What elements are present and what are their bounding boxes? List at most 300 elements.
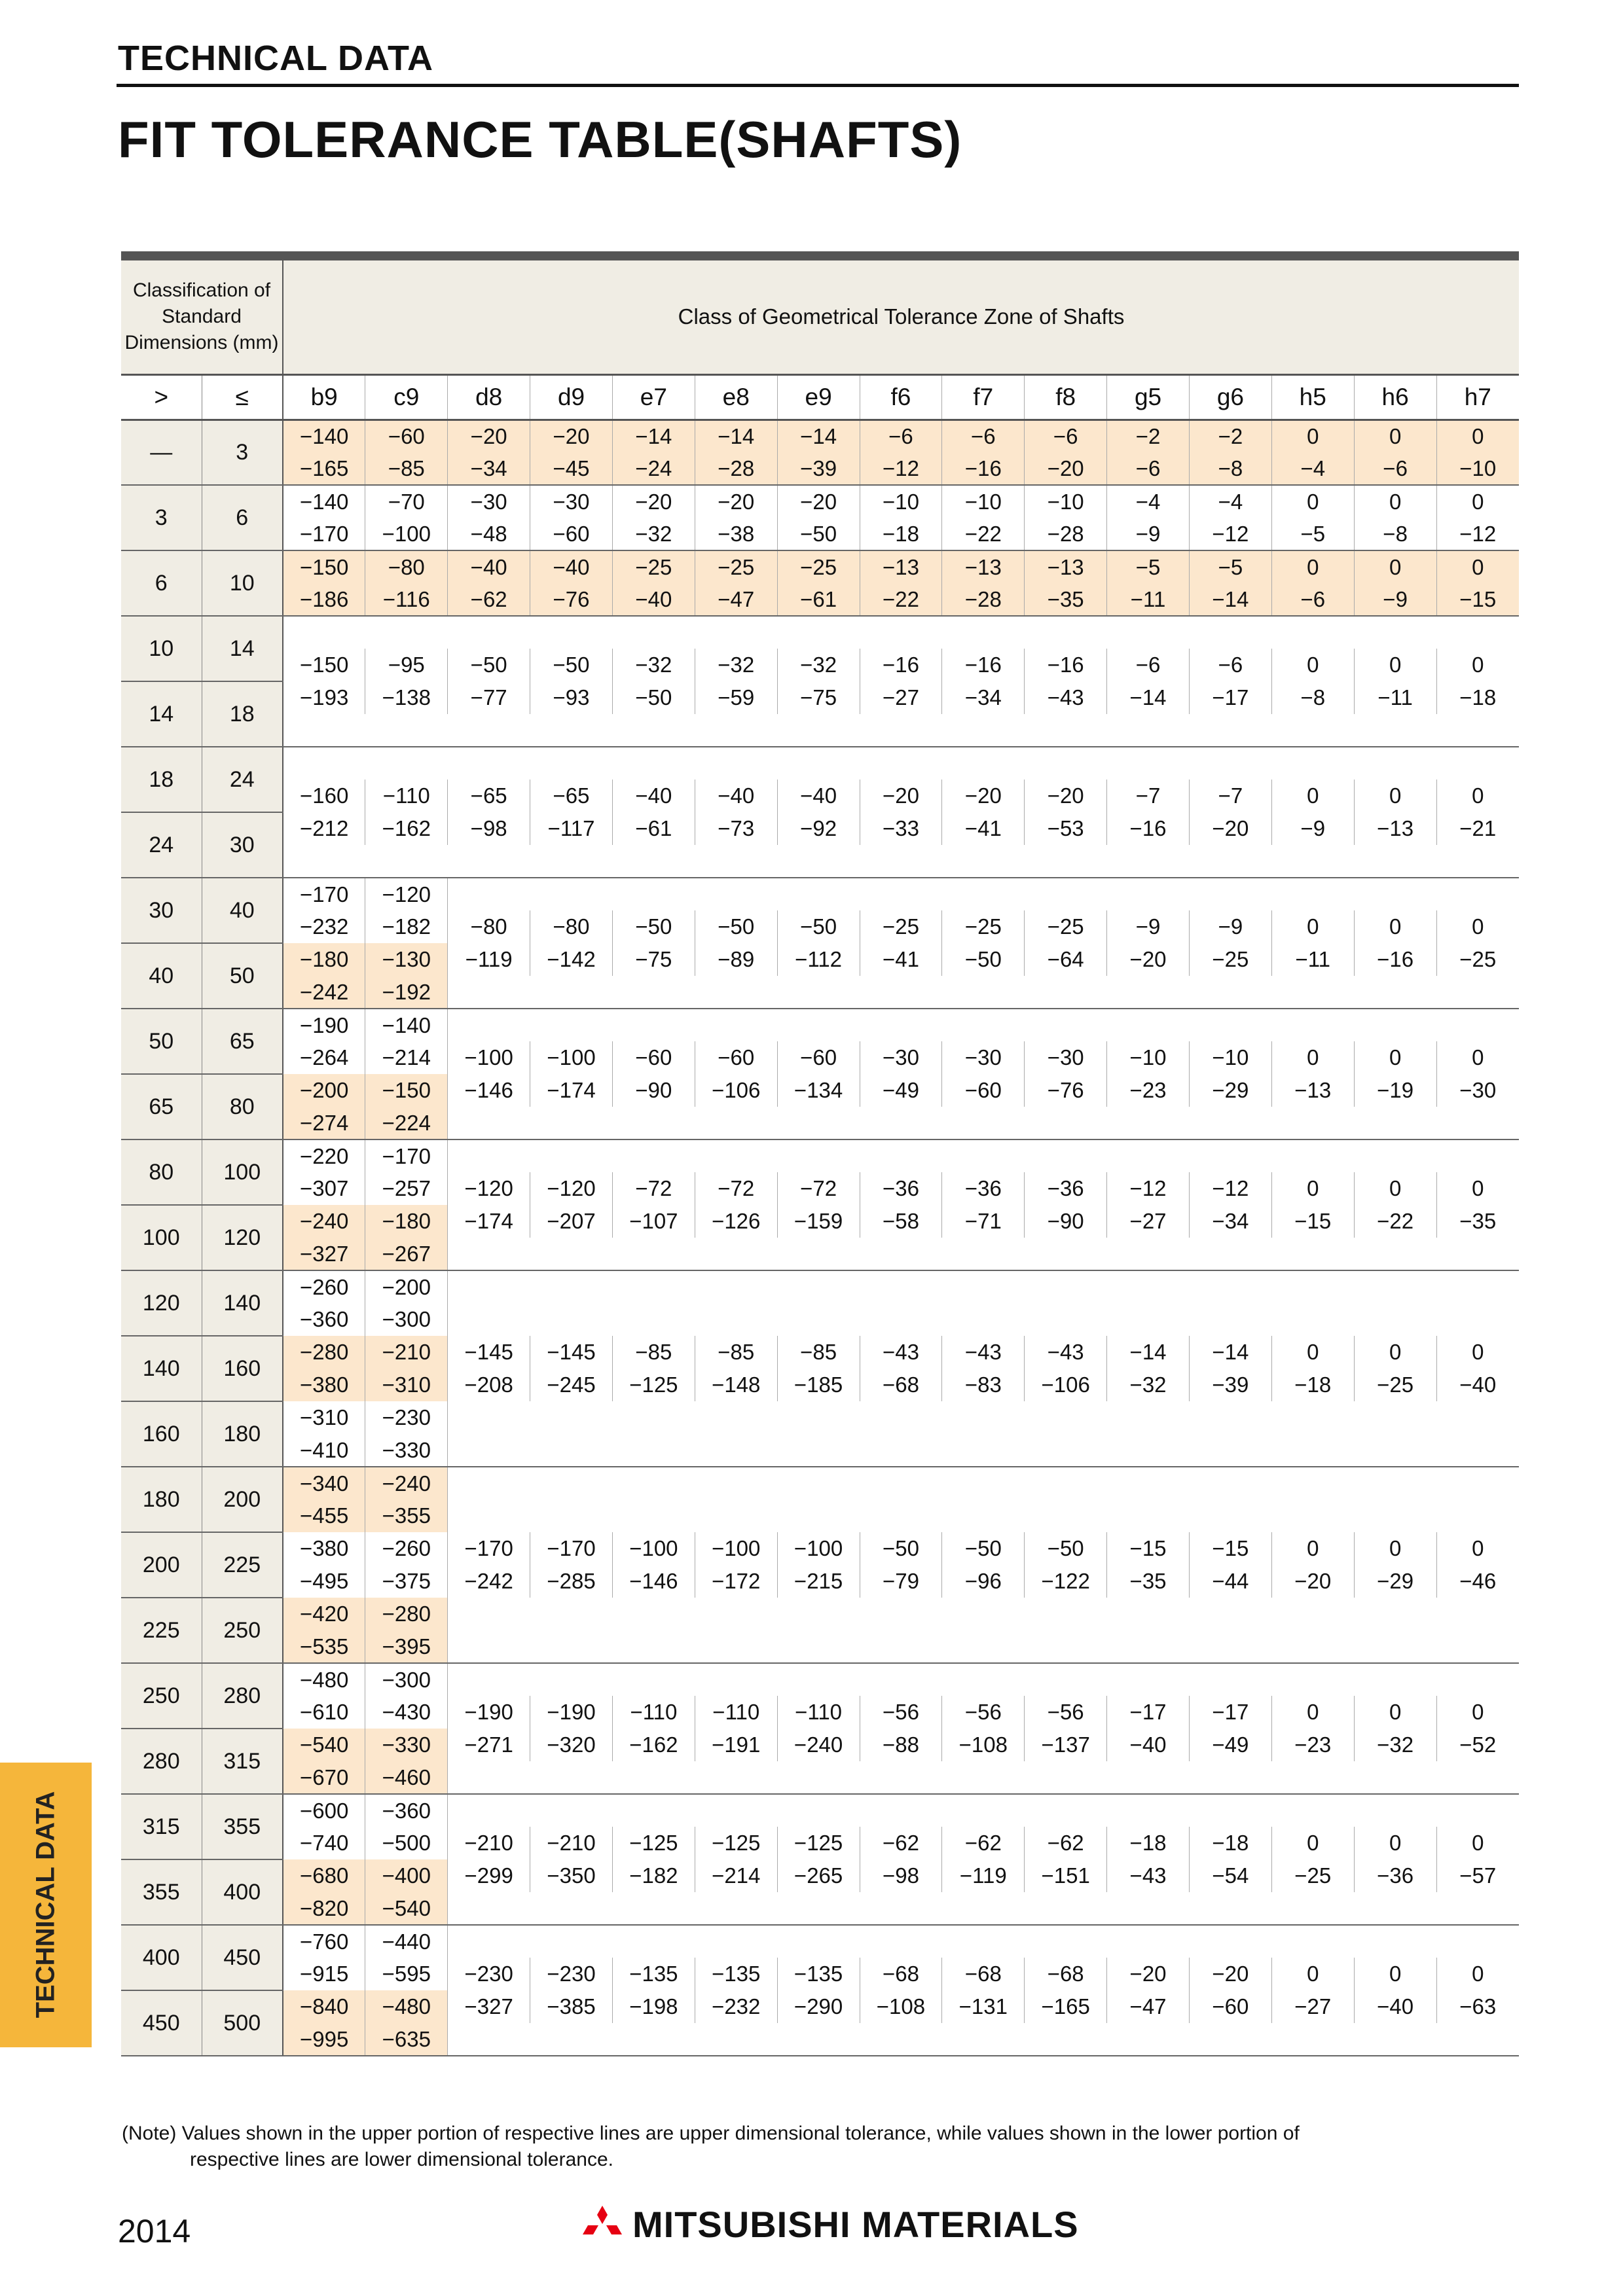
tolerance-cell: −915 [283,1958,365,1990]
tolerance-cell: 0 [1354,1696,1436,1729]
tolerance-cell: −264 [283,1041,365,1074]
tolerance-cell: −62 [860,1827,942,1859]
tolerance-cell: −106 [695,1074,777,1107]
tolerance-cell: −274 [283,1107,365,1139]
tolerance-cell: −8 [1189,452,1271,485]
tolerance-cell: −32 [695,649,777,681]
tolerance-cell: −90 [1025,1205,1107,1238]
tolerance-cell: −53 [1025,812,1107,845]
blank-cell [283,845,1519,878]
tolerance-cell: −146 [448,1074,530,1107]
tolerance-cell: −28 [695,452,777,485]
tolerance-cell: −92 [777,812,860,845]
tolerance-cell: −108 [860,1990,942,2023]
tolerance-cell: −6 [1271,583,1354,616]
tolerance-cell: −680 [283,1859,365,1892]
tolerance-cell: −5 [1271,518,1354,550]
class-header: e9 [777,374,860,420]
tolerance-cell: −30 [860,1041,942,1074]
blank-cell [448,1467,1519,1532]
tolerance-cell: −100 [777,1532,860,1565]
tolerance-cell: −76 [1025,1074,1107,1107]
tolerance-cell: −44 [1189,1565,1271,1598]
tolerance-cell: −182 [612,1859,695,1892]
tolerance-cell: −14 [1107,1336,1190,1369]
tolerance-cell: −540 [365,1892,448,1925]
tolerance-cell: −145 [530,1336,613,1369]
table-row [121,1729,1519,1761]
tolerance-cell: −180 [283,943,365,976]
tolerance-cell: −25 [860,910,942,943]
blank-cell [448,1663,1519,1696]
table-row [121,1958,1519,1990]
range-le-cell: 500 [202,1990,283,2056]
tolerance-cell: −120 [448,1172,530,1205]
tolerance-cell: −43 [1025,1336,1107,1369]
tolerance-cell: −174 [448,1205,530,1238]
tolerance-cell: −50 [530,649,613,681]
tolerance-cell: −17 [1189,681,1271,714]
table-row [121,1139,1519,1172]
tolerance-cell: −93 [530,681,613,714]
class-header: d8 [448,374,530,420]
blank-cell [448,878,1519,910]
range-gt-cell: 120 [121,1270,202,1336]
table-row [121,747,1519,780]
table-row [121,1369,1519,1401]
range-gt-cell: 3 [121,485,202,550]
tolerance-cell: −30 [448,485,530,518]
tolerance-cell: 0 [1271,485,1354,518]
tolerance-cell: −125 [777,1827,860,1859]
le-label: ≤ [202,374,283,420]
tolerance-cell: −47 [695,583,777,616]
blank-cell [448,1892,1519,1925]
tolerance-cell: −232 [695,1990,777,2023]
tolerance-cell: −267 [365,1238,448,1270]
tolerance-cell: −135 [777,1958,860,1990]
tolerance-cell: −310 [365,1369,448,1401]
range-gt-cell: 160 [121,1401,202,1467]
range-gt-cell: 225 [121,1598,202,1663]
tolerance-cell: −25 [1025,910,1107,943]
range-gt-cell: 140 [121,1336,202,1401]
tolerance-cell: −380 [283,1369,365,1401]
tolerance-cell: −34 [1189,1205,1271,1238]
tolerance-cell: −27 [1271,1990,1354,2023]
tolerance-cell: −60 [777,1041,860,1074]
tolerance-cell: −32 [777,649,860,681]
tolerance-cell: −20 [1189,812,1271,845]
tolerance-cell: −58 [860,1205,942,1238]
tolerance-cell: −9 [1271,812,1354,845]
range-gt-cell: — [121,420,202,485]
tolerance-cell: −271 [448,1729,530,1761]
range-le-cell: 140 [202,1270,283,1336]
tolerance-cell: −110 [365,780,448,812]
tolerance-cell: −185 [777,1369,860,1401]
tolerance-cell: −7 [1189,780,1271,812]
tolerance-cell: −98 [860,1859,942,1892]
tolerance-cell: −299 [448,1859,530,1892]
tolerance-cell: −112 [777,943,860,976]
table-row [121,1467,1519,1499]
tolerance-cell: −22 [1354,1205,1436,1238]
tolerance-cell: −76 [530,583,613,616]
tolerance-cell: −146 [612,1565,695,1598]
tolerance-cell: −117 [530,812,613,845]
range-gt-cell: 180 [121,1467,202,1532]
tolerance-cell: −52 [1436,1729,1519,1761]
tolerance-cell: −265 [777,1859,860,1892]
table-row [121,420,1519,452]
table-note [122,2121,1510,2173]
tolerance-cell: −4 [1107,485,1190,518]
class-header: f8 [1025,374,1107,420]
classification-header: Classification of Standard Dimensions (mm) [121,260,283,374]
tolerance-cell: −23 [1271,1729,1354,1761]
tolerance-cell: −50 [942,943,1025,976]
tolerance-cell: −29 [1189,1074,1271,1107]
tolerance-cell: 0 [1436,910,1519,943]
tolerance-cell: −119 [942,1859,1025,1892]
tolerance-cell: 0 [1271,1336,1354,1369]
tolerance-cell: −13 [942,550,1025,583]
tolerance-cell: −280 [365,1598,448,1630]
tolerance-cell: −36 [1025,1172,1107,1205]
tolerance-cell: −4 [1271,452,1354,485]
table-row [121,550,1519,583]
table-row [121,780,1519,812]
tolerance-cell: 0 [1436,1532,1519,1565]
class-header: h5 [1271,374,1354,420]
tolerance-cell: −230 [448,1958,530,1990]
tolerance-cell: −20 [777,485,860,518]
tolerance-cell: −60 [612,1041,695,1074]
blank-cell [283,714,1519,747]
class-header: e8 [695,374,777,420]
range-le-cell: 160 [202,1336,283,1401]
tolerance-cell: −240 [777,1729,860,1761]
tolerance-cell: −148 [695,1369,777,1401]
tolerance-cell: 0 [1436,1172,1519,1205]
tolerance-cell: −60 [942,1074,1025,1107]
blank-cell [448,1238,1519,1270]
tolerance-cell: −22 [942,518,1025,550]
tolerance-cell: −145 [448,1336,530,1369]
blank-cell [448,1598,1519,1663]
table-row [121,714,1519,747]
tolerance-cell: −85 [365,452,448,485]
tolerance-cell: −6 [1189,649,1271,681]
range-gt-cell: 355 [121,1859,202,1925]
tolerance-cell: −110 [777,1696,860,1729]
tolerance-cell: −18 [860,518,942,550]
tolerance-cell: 0 [1436,420,1519,452]
tolerance-cell: −14 [1189,1336,1271,1369]
table-top-bar [121,251,1519,260]
tolerance-cell: −7 [1107,780,1190,812]
tolerance-cell: −15 [1189,1532,1271,1565]
tolerance-cell: −68 [860,1369,942,1401]
tolerance-cell: −125 [695,1827,777,1859]
table-row [121,812,1519,845]
tolerance-cell: −137 [1025,1729,1107,1761]
tolerance-cell: −535 [283,1630,365,1663]
tolerance-cell: −300 [365,1663,448,1696]
tolerance-cell: −280 [283,1336,365,1369]
tolerance-cell: 0 [1271,1041,1354,1074]
range-le-cell: 180 [202,1401,283,1467]
tolerance-cell: −190 [283,1009,365,1041]
tolerance-cell: −38 [695,518,777,550]
tolerance-cell: −170 [530,1532,613,1565]
tolerance-cell: −220 [283,1139,365,1172]
tolerance-cell: −20 [1271,1565,1354,1598]
blank-cell [448,1401,1519,1467]
tolerance-cell: −16 [942,452,1025,485]
tolerance-cell: −83 [942,1369,1025,1401]
tolerance-cell: −172 [695,1565,777,1598]
tolerance-cell: −410 [283,1434,365,1467]
tolerance-cell: −20 [1107,943,1190,976]
tolerance-cell: −65 [530,780,613,812]
tolerance-cell: −29 [1354,1565,1436,1598]
table-row [121,1565,1519,1598]
table-row [121,681,1519,714]
tolerance-cell: −125 [612,1827,695,1859]
page-number: 2014 [118,2213,191,2250]
range-le-cell: 400 [202,1859,283,1925]
class-header: f7 [942,374,1025,420]
tolerance-cell: −190 [448,1696,530,1729]
tolerance-cell: −210 [448,1827,530,1859]
tolerance-cell: −120 [530,1172,613,1205]
blank-cell [448,1270,1519,1336]
tolerance-cell: −150 [283,649,365,681]
tolerance-cell: −150 [365,1074,448,1107]
tolerance-cell: −13 [1354,812,1436,845]
tolerance-cell: −230 [530,1958,613,1990]
tolerance-cell: 0 [1354,1041,1436,1074]
tolerance-cell: −500 [365,1827,448,1859]
tolerance-cell: −455 [283,1499,365,1532]
table-row [121,1172,1519,1205]
tolerance-cell: −190 [530,1696,613,1729]
tolerance-cell: 0 [1436,1336,1519,1369]
tolerance-cell: −230 [365,1401,448,1434]
tolerance-cell: −18 [1107,1827,1190,1859]
zone-header: Class of Geometrical Tolerance Zone of Shafts [283,260,1519,374]
class-header: h6 [1354,374,1436,420]
tolerance-cell: −6 [942,420,1025,452]
range-gt-cell: 50 [121,1009,202,1074]
title-rule [117,84,1519,87]
tolerance-cell: −6 [1107,452,1190,485]
tolerance-cell: −25 [1271,1859,1354,1892]
table-row [121,1663,1519,1696]
tolerance-cell: −214 [365,1041,448,1074]
tolerance-cell: −35 [1436,1205,1519,1238]
tolerance-cell: −215 [777,1565,860,1598]
tolerance-cell: 0 [1354,1532,1436,1565]
tolerance-cell: −330 [365,1434,448,1467]
table-row [121,845,1519,878]
tolerance-cell: −60 [530,518,613,550]
tolerance-cell: −192 [365,976,448,1009]
range-gt-cell: 250 [121,1663,202,1729]
tolerance-cell: −30 [942,1041,1025,1074]
tolerance-cell: −14 [1107,681,1190,714]
tolerance-cell: −260 [365,1532,448,1565]
tolerance-cell: −20 [530,420,613,452]
tolerance-cell: −8 [1271,681,1354,714]
table-row [121,1761,1519,1794]
range-le-cell: 65 [202,1009,283,1074]
tolerance-cell: −25 [942,910,1025,943]
tolerance-cell: −170 [283,878,365,910]
tolerance-cell: −320 [530,1729,613,1761]
table-row [121,1794,1519,1827]
tolerance-cell: −165 [1025,1990,1107,2023]
tolerance-cell: −62 [448,583,530,616]
table-row [121,976,1519,1009]
tolerance-cell: −50 [942,1532,1025,1565]
tolerance-cell: −440 [365,1925,448,1958]
tolerance-cell: −46 [1436,1565,1519,1598]
table-row [121,1859,1519,1892]
range-le-cell: 315 [202,1729,283,1794]
tolerance-cell: −140 [283,485,365,518]
tolerance-cell: −10 [942,485,1025,518]
tolerance-cell: 0 [1354,1827,1436,1859]
tolerance-cell: −138 [365,681,448,714]
tolerance-cell: −40 [530,550,613,583]
tolerance-cell: −170 [365,1139,448,1172]
tolerance-cell: −995 [283,2023,365,2056]
tolerance-cell: −600 [283,1794,365,1827]
tolerance-cell: −198 [612,1990,695,2023]
tolerance-cell: −4 [1189,485,1271,518]
tolerance-cell: −60 [695,1041,777,1074]
three-diamonds-logo-icon [581,2206,623,2244]
tolerance-cell: −50 [695,910,777,943]
tolerance-cell: −32 [1107,1369,1190,1401]
tolerance-cell: −200 [365,1270,448,1303]
tolerance-cell: −34 [942,681,1025,714]
tolerance-cell: −30 [1025,1041,1107,1074]
tolerance-cell: −64 [1025,943,1107,976]
range-le-cell: 18 [202,681,283,747]
tolerance-cell: −106 [1025,1369,1107,1401]
range-le-cell: 450 [202,1925,283,1990]
tolerance-cell: −19 [1354,1074,1436,1107]
tolerance-cell: 0 [1354,780,1436,812]
tolerance-cell: −307 [283,1172,365,1205]
tolerance-cell: −28 [1025,518,1107,550]
tolerance-cell: −75 [777,681,860,714]
tolerance-cell: −760 [283,1925,365,1958]
table-row [121,1532,1519,1565]
tolerance-cell: −98 [448,812,530,845]
tolerance-cell: 0 [1271,780,1354,812]
tolerance-cell: −34 [448,452,530,485]
tolerance-cell: −72 [777,1172,860,1205]
tolerance-cell: −360 [283,1303,365,1336]
class-header: g6 [1189,374,1271,420]
table-row [121,649,1519,681]
range-gt-cell: 10 [121,616,202,681]
range-le-cell: 200 [202,1467,283,1532]
tolerance-cell: −12 [860,452,942,485]
tolerance-cell: −25 [1189,943,1271,976]
tolerance-cell: −20 [860,780,942,812]
tolerance-cell: −100 [612,1532,695,1565]
tolerance-cell: −350 [530,1859,613,1892]
tolerance-cell: −100 [365,518,448,550]
tolerance-cell: −595 [365,1958,448,1990]
tolerance-cell: −9 [1107,518,1190,550]
sidebar-tab [0,1763,92,2047]
page-title: FIT TOLERANCE TABLE(SHAFTS) [118,111,962,168]
note-line-2: respective lines are lower dimensional tolerance. [190,2149,613,2170]
range-le-cell: 225 [202,1532,283,1598]
table-row [121,518,1519,550]
tolerance-cell: −56 [942,1696,1025,1729]
tolerance-cell: −24 [612,452,695,485]
tolerance-cell: −15 [1436,583,1519,616]
tolerance-cell: −6 [1025,420,1107,452]
brand-name: MITSUBISHI MATERIALS [632,2204,1079,2245]
range-le-cell: 355 [202,1794,283,1859]
tolerance-cell: −310 [283,1401,365,1434]
tolerance-cell: −200 [283,1074,365,1107]
range-le-cell: 14 [202,616,283,681]
tolerance-cell: −182 [365,910,448,943]
tolerance-cell: −25 [1354,1369,1436,1401]
tolerance-cell: −80 [365,550,448,583]
tolerance-cell: −20 [695,485,777,518]
tolerance-cell: −20 [448,420,530,452]
tolerance-cell: −375 [365,1565,448,1598]
tolerance-cell: −186 [283,583,365,616]
tolerance-cell: −56 [1025,1696,1107,1729]
tolerance-cell: −96 [942,1565,1025,1598]
tolerance-cell: −430 [365,1696,448,1729]
tolerance-cell: −10 [1189,1041,1271,1074]
tolerance-cell: 0 [1271,420,1354,452]
tolerance-cell: 0 [1436,649,1519,681]
tolerance-cell: −210 [365,1336,448,1369]
tolerance-cell: −41 [860,943,942,976]
tolerance-cell: 0 [1354,550,1436,583]
tolerance-cell: −395 [365,1630,448,1663]
tolerance-cell: −360 [365,1794,448,1827]
tolerance-cell: −170 [283,518,365,550]
blank-cell [283,616,1519,649]
tolerance-cell: 0 [1271,1696,1354,1729]
blank-cell [283,747,1519,780]
tolerance-cell: −30 [1436,1074,1519,1107]
tolerance-cell: −20 [1025,780,1107,812]
tolerance-cell: −100 [448,1041,530,1074]
tolerance-cell: −540 [283,1729,365,1761]
tolerance-cell: 0 [1436,780,1519,812]
tolerance-cell: −400 [365,1859,448,1892]
tolerance-cell: 0 [1436,485,1519,518]
table-row [121,1925,1519,1958]
class-header: e7 [612,374,695,420]
